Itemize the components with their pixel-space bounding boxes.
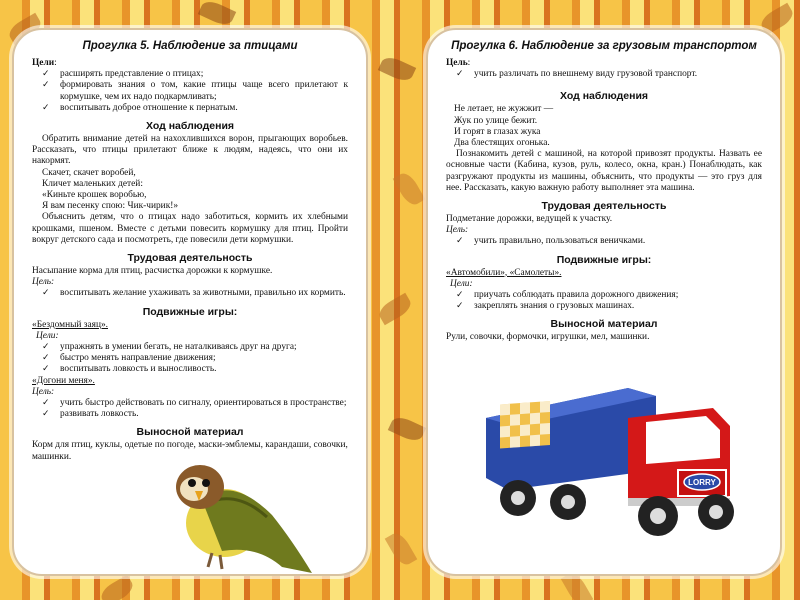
section-heading: Трудовая деятельность [541,200,667,213]
list-item: ✓ учить правильно, пользоваться веничками. [446,236,762,247]
list-item: ✓ быстро менять направление движения; [32,353,348,364]
list-item: ✓ воспитывать доброе отношение к пернатым. [32,103,348,114]
section-heading: Выносной материал [550,318,658,331]
wheel-hub [511,491,525,505]
goal-label: Цель: [446,225,469,236]
leaf-decoration [378,54,416,85]
section-heading: Подвижные игры: [142,305,238,318]
bird-eye [202,479,210,487]
bird-wing [202,490,312,573]
game-names: «Автомобили», «Самолеты». [446,267,562,278]
section-heading: Трудовая деятельность [127,252,253,265]
wheel-hub [709,505,723,519]
poem-line: Два блестящих огонька. [454,138,550,149]
goals-list [32,398,348,420]
list-item: ✓ формировать знания о том, какие птицы чаще всего прилетают к кормушке, чем их надо подкармливать; [32,80,348,102]
leaf-decoration [376,293,414,326]
paragraph: Подметание дорожки, ведущей к участку. [446,214,613,225]
section-heading: Ход наблюдения [145,120,235,133]
list-item: ✓ воспитывать ловкость и выносливость. [32,364,348,375]
paragraph: Корм для птиц, куклы, одетые по погоде, маски-эмблемы, карандаши, совочки, машинки. [32,440,348,462]
paragraph: Познакомить детей с машиной, на которой привозят продукты. Назвать ее основные части (Кабина, кузов, руль, колесо, окна, кран.) Понаблюдать, как разгружают продукты из машины, объяснить, что продукты — это груз для нее. Рассказать, какую важную работу выполняет эта машина. [446,149,762,193]
poem-line: Скачет, скачет воробей, [42,167,136,178]
goals-label: Цели: [32,58,57,68]
bird-eye [188,479,196,487]
leaf-decoration [393,170,426,208]
sparrow-illustration [162,455,312,575]
poem-line: И горят в глазах жука [454,126,541,137]
list-item: ✓ приучать соблюдать правила дорожного движения; [446,290,762,301]
cab-window [646,416,720,464]
poem-line: Жук по улице бежит. [454,115,538,126]
list-item: ✓ закреплять знания о грузовых машинах. [446,301,762,312]
goals-list [32,69,348,114]
paragraph: Насыпание корма для птиц, расчистка дорожки к кормушке. [32,266,273,277]
goals-list [32,288,348,299]
plate-text: LORRY [688,478,716,487]
list-item: ✓ учить быстро действовать по сигналу, ориентироваться в пространстве; [32,398,348,409]
goals-list [32,342,348,376]
paragraph: Обратить внимание детей на нахохлившихся ворон, прыгающих воробьев. Рассказать, что птицы прилетают ближе к людям, надеясь, что они их накормят. [32,134,348,167]
section-heading: Ход наблюдения [559,90,649,103]
goals-list [446,69,762,80]
paragraph: Рули, совочки, формочки, игрушки, мел, машинки. [446,332,650,343]
leaf-decoration [385,530,418,568]
poem-line: «Киньте крошек воробью, [42,190,147,201]
list-item: ✓ учить различать по внешнему виду грузовой транспорт. [446,69,762,80]
poem-line: Не летает, не жужжит — [454,104,554,115]
section-heading: Выносной материал [136,426,244,439]
list-item: ✓ воспитывать желание ухаживать за животными, правильно их кормить. [32,288,348,299]
toy-truck-illustration [478,378,738,558]
section-heading: Подвижные игры: [556,253,652,266]
leaf-decoration [388,414,426,445]
wheel-hub [561,495,575,509]
poem [446,104,762,149]
list-item: ✓ расширять представление о птицах; [32,69,348,80]
goals-list [446,290,762,312]
game-name: «Догони меня». [32,375,95,386]
list-item: ✓ развивать ловкость. [32,409,348,420]
goal-label: Цель: [32,386,55,397]
page-title: Прогулка 5. Наблюдение за птицами [82,40,298,52]
leaf-decoration [98,575,136,600]
poem-line: Я вам песенку спою: Чик-чирик!» [42,201,179,212]
game-name: «Бездомный заяц». [32,319,108,330]
paragraph: Объяснить детям, что о птицах надо заботиться, кормить их хлебными крошками, пшеном. Вместе с детьми повесить кормушку для птиц. Пройти вокруг детского сада и посмотреть, где повесили дети кормушки. [32,212,348,245]
goal-label: Цель: [32,277,55,288]
goals-label: Цель: [446,58,471,68]
goal-label: Цели: [450,278,473,289]
page-title: Прогулка 6. Наблюдение за грузовым транспортом [451,40,757,52]
goals-list [446,236,762,247]
list-item: ✓ упражнять в умении бегать, не наталкиваясь друг на друга; [32,342,348,353]
leaf-decoration [198,0,236,28]
poem-line: Кличет маленьких детей: [42,178,143,189]
goal-label: Цели: [36,330,59,341]
wheel-hub [650,508,666,524]
poem [32,168,348,213]
